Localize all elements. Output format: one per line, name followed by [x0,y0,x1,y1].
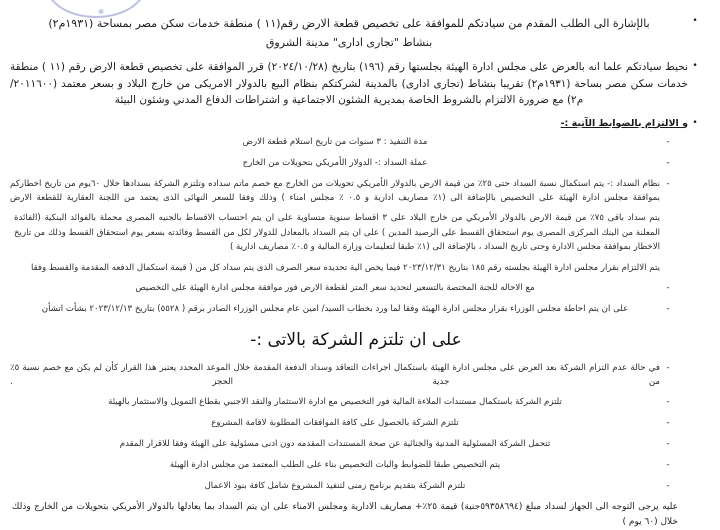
bullet-icon: • [692,117,698,128]
controls-heading-text: و الالتزام بالضوابط الآتية :- [560,117,688,129]
dash-icon: - [666,304,670,314]
intro-bullet-board-decision-text: نحيط سيادتكم علما انه بالعرض على مجلس ادارة الهيئة بجلستها رقم (١٩٦) بتاريخ (٢٠٢٤/١٠/٢٨) قرر الموافقة على تخصيص قطعة الارض رقم (١١ ) منطقة خدمات سكن مصر بساحة (١٩٣١م٢) تقريبا بنشاط (تجارى ادارى) بالمدينة لشركتكم بنظام البيع بالدولار الامريكى من خارج البلاد و بسعر معتمد (٢٠١١٦٠٠/م٢) مع ضرورة الالتزام بالشروط الخاصة بمديرية الشئون الاجتماعية و اشتراطات الدفاع المدني وشئون البيئة [10,61,688,106]
intro-bullet-reference-text [10,14,688,52]
condition-payment-system [10,177,702,205]
intro-bullet-board-decision [10,59,702,109]
condition-payment-system-text: نظام السداد :- يتم استكمال نسبة السداد حتى ٢٥٪ من قيمة الارض بالدولار الأمريكي تحويلات من الخارج مع خصم ماتم سداده وتلتزم الشركة بسدادها خلال ٦٠يوم من تاريخ اخطاركم بموافقة مجلس ادارة الهيئة على التخصيص بالإضافة الى (١٪ مصاريف ادارية و ٠.٥ ٪ مجلس امناء ) وذلك وفقا للسعر النهائى الذى يعتمد من اللجنة العقارية للقطعة الارض [10,179,660,203]
paragraph-exchange-rate: يتم الالتزام بقرار مجلس ادارة الهيئة بجلسته رقم ١٨٥ بتاريخ ٢٠٢٣/١٢/٣١ فيما يخص الية تحديده سعر الصرف الذى يتم سداد كل من ( قيمة استكمال الدفعه المقدمة والقسط وفقا [30,262,660,273]
obligation-allocation-rules-text: يتم التخصيص طبقا للضوابط واليات التخصيص بناء على الطلب المعتمد من مجلس ادارة الهيئة [169,460,501,470]
intro-bullet-controls-heading [10,116,702,133]
dash-icon: - [666,418,670,428]
obligation-liability-text: تتحمل الشركة المسئولية المدنية والجنائية عن صحة المستندات المقدمه دون ادنى مسئولية على الهيئة وفقا للاقرار المقدم [119,439,551,449]
closing-payment-instruction: عليه يرجى التوجه الى الجهاز لسداد مبلغ (٥٩٣٥٨٦٩٤جنية) قيمة ٢٥٪+ مصاريف الادارية ومجلس الامناء على ان يتم السداد بما يعادلها بالدولار الأمريكي بتحويلات من الخارج وذلك خلال (٦٠ يوم ) [12,502,678,527]
dash-icon: - [666,397,670,407]
condition-cabinet-notification [10,302,702,317]
dash-icon: - [666,179,670,189]
obligation-permits-text: تلتزم الشركة بالحصول على كافة الموافقات المطلوبة لاقامة المشروع [211,418,459,428]
bullet-icon: • [692,61,698,71]
bullet-icon: • [692,16,698,26]
obligation-non-compliance [10,361,702,389]
obligation-financial-solvency-text: تلتزم الشركة باستكمال مستندات الملاءة المالية فور التخصيص مع ادارة الاستثمار والنقد الاجنبي بقطاع التمويل والاستثمار بالهيئة [108,397,562,407]
condition-cabinet-notification-text: على ان يتم احاطة مجلس الوزراء بقرار مجلس ادارة الهيئة وفقا لما ورد بخطاب السيد/ امين عام مجلس الوزراء الصادر برقم ( ٥٥٢٨) بتاريخ ٢٠٢٣/١٢/١٣ بشأت اتشأن [41,304,629,314]
condition-pricing-committee [10,281,702,296]
dash-icon: - [666,158,670,168]
condition-execution-period-text: مدة التنفيذ : ٣ سنوات من تاريخ استلام قطعة الارض [242,137,428,147]
condition-pricing-committee-text: مع الاحاله للجنة المختصة بالتسعير لتحديد سعر المتر لقطعة الارض فور موافقة مجلس ادارة الهيئة على التخصيص [135,283,535,293]
obligation-permits [10,416,702,431]
intro-reference-line-2: بنشاط "تجارى ادارى" مدينة الشروق [265,36,433,49]
intro-reference-line-1: بالإشارة الى الطلب المقدم من سيادتكم للموافقة على تخصيص قطعة الارض رقم(١١ ) منطقة خدمات سكن مصر بمساحة (١٩٣١م٢) [48,17,650,30]
condition-execution-period [10,135,702,150]
dash-icon: - [666,439,670,449]
condition-payment-currency [10,156,702,171]
dash-icon: - [666,363,670,373]
condition-payment-currency-text: عملة السداد :- الدولار الأمريكي بتحويلات من الخارج [242,158,428,168]
obligation-financial-solvency [10,395,702,410]
section-heading-company-obligations: على ان تلتزم الشركة بالاتى :- [250,330,462,350]
dash-icon: - [666,460,670,470]
paragraph-instalments: يتم سداد باقى ٧٥٪ من قيمة الارض بالدولار الأمريكي من خارج البلاد على ٣ اقساط سنوية متساوية على ان يتم احتساب الاقساط بالجنيه المصرى محملة بالفوائد البنكية (الفائدة المعلنة من البنك المركزى المصرى يوم استحقاق القسط على الرصيد المدين ) على ان يتم السداد بالمعادل للدولار لكل من القسط وفائدته بسعر يوم استحقاق القسط وذلك من تاريخ الاخطار بموافقة مجلس الادارة وحتى تاريخ السداد ، بالإضافة الى (١٪ طبقا لتعليمات وزارة المالية و ٠.٥٪ مصاريف ادارية ) [14,213,661,252]
obligation-liability [10,437,702,452]
obligation-timeline-text: تلتزم الشركة بتقديم برنامج زمنى لتنفيذ المشروع شامل كافة بنود الاعمال [204,481,466,491]
obligation-non-compliance-text: في حالة عدم التزام الشركة بعد العرض على مجلس ادارة الهيئة باستكمال اجراءات التعاقد وسداد الدفعة المقدمة خلال الموعد المحدد يعتبر هذا القرار كأن لم يكن مع خصم نسبة ٥٪ من جدية الحجز . [10,363,660,387]
obligation-allocation-rules [10,458,702,473]
dash-icon: - [666,137,670,147]
intro-bullet-reference [10,14,702,52]
dash-icon: - [666,481,670,491]
obligation-timeline [10,479,702,494]
dash-icon: - [666,283,670,293]
